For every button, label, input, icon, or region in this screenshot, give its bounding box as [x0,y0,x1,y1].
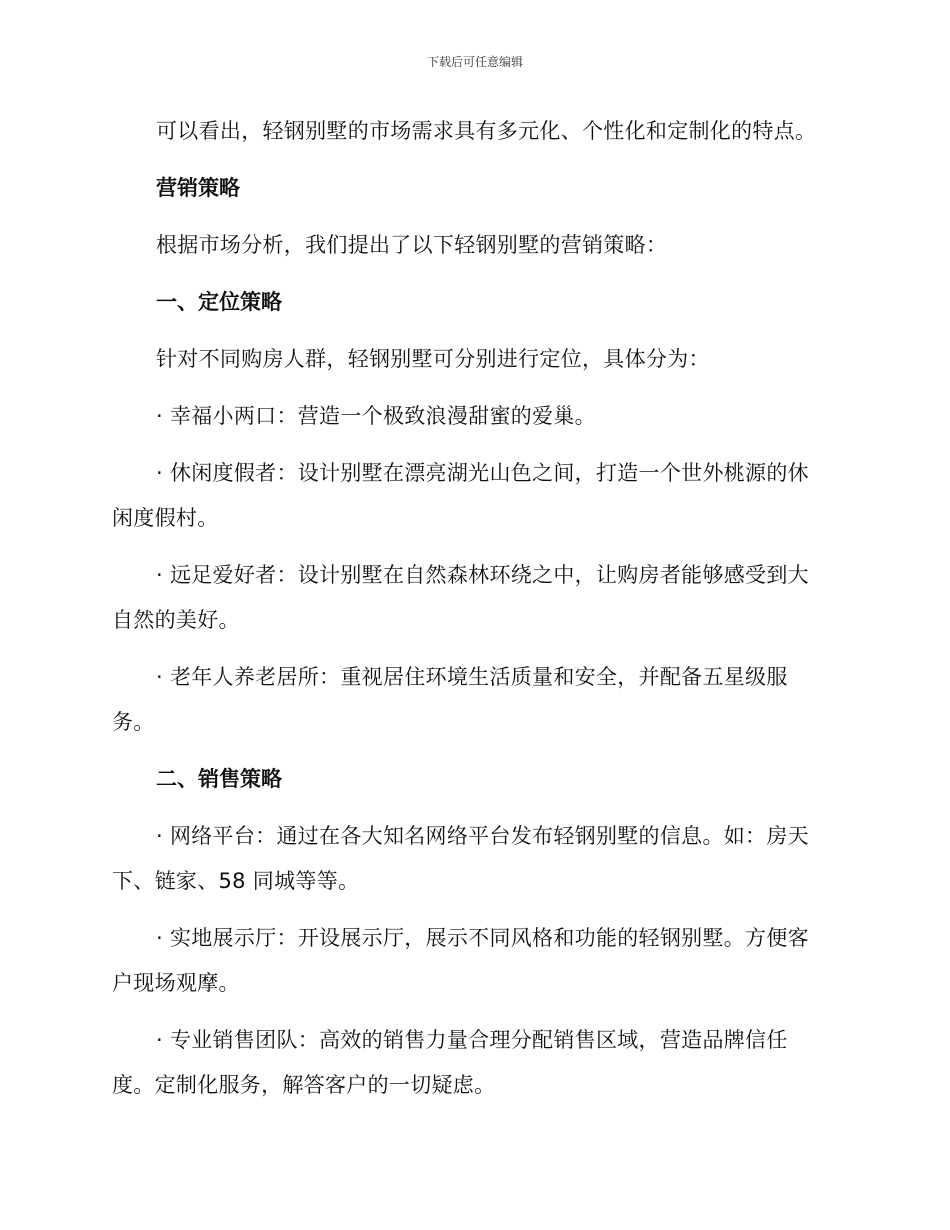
list-item-couples: · 幸福小两口：营造一个极致浪漫甜蜜的爱巢。 [156,404,596,428]
list-item-sales-team: · 专业销售团队：高效的销售力量合理分配销售区域，营造品牌信任度。定制化服务，解答客户的一切疑虑。 [112,1028,788,1097]
list-item-online-platforms: · 网络平台：通过在各大知名网络平台发布轻钢别墅的信息。如：房天下、链家、58 同城等等。 [112,824,809,893]
paragraph-conclusion: 可以看出，轻钢别墅的市场需求具有多元化、个性化和定制化的特点。 [156,119,817,143]
document-body [112,109,824,1120]
paragraph-positioning-intro: 针对不同购房人群，轻钢别墅可分别进行定位，具体分为： [156,347,710,371]
list-item-hikers: · 远足爱好者：设计别墅在自然森林环绕之中，让购房者能够感受到大自然的美好。 [112,563,809,632]
list-item-showroom: · 实地展示厅：开设展示厅，展示不同风格和功能的轻钢别墅。方便客户现场观摩。 [112,926,809,995]
heading-sales-strategy: 二、销售策略 [156,767,282,791]
heading-marketing-strategy: 营销策略 [156,176,240,200]
page-header: 下载后可任意编辑 [426,55,523,69]
list-item-vacationers: · 休闲度假者：设计别墅在漂亮湖光山色之间，打造一个世外桃源的休闲度假村。 [112,461,809,530]
list-item-elderly: · 老年人养老居所：重视居住环境生活质量和安全，并配备五星级服务。 [112,665,788,734]
heading-positioning-strategy: 一、定位策略 [156,290,282,314]
paragraph-strategy-intro: 根据市场分析，我们提出了以下轻钢别墅的营销策略： [156,233,668,257]
